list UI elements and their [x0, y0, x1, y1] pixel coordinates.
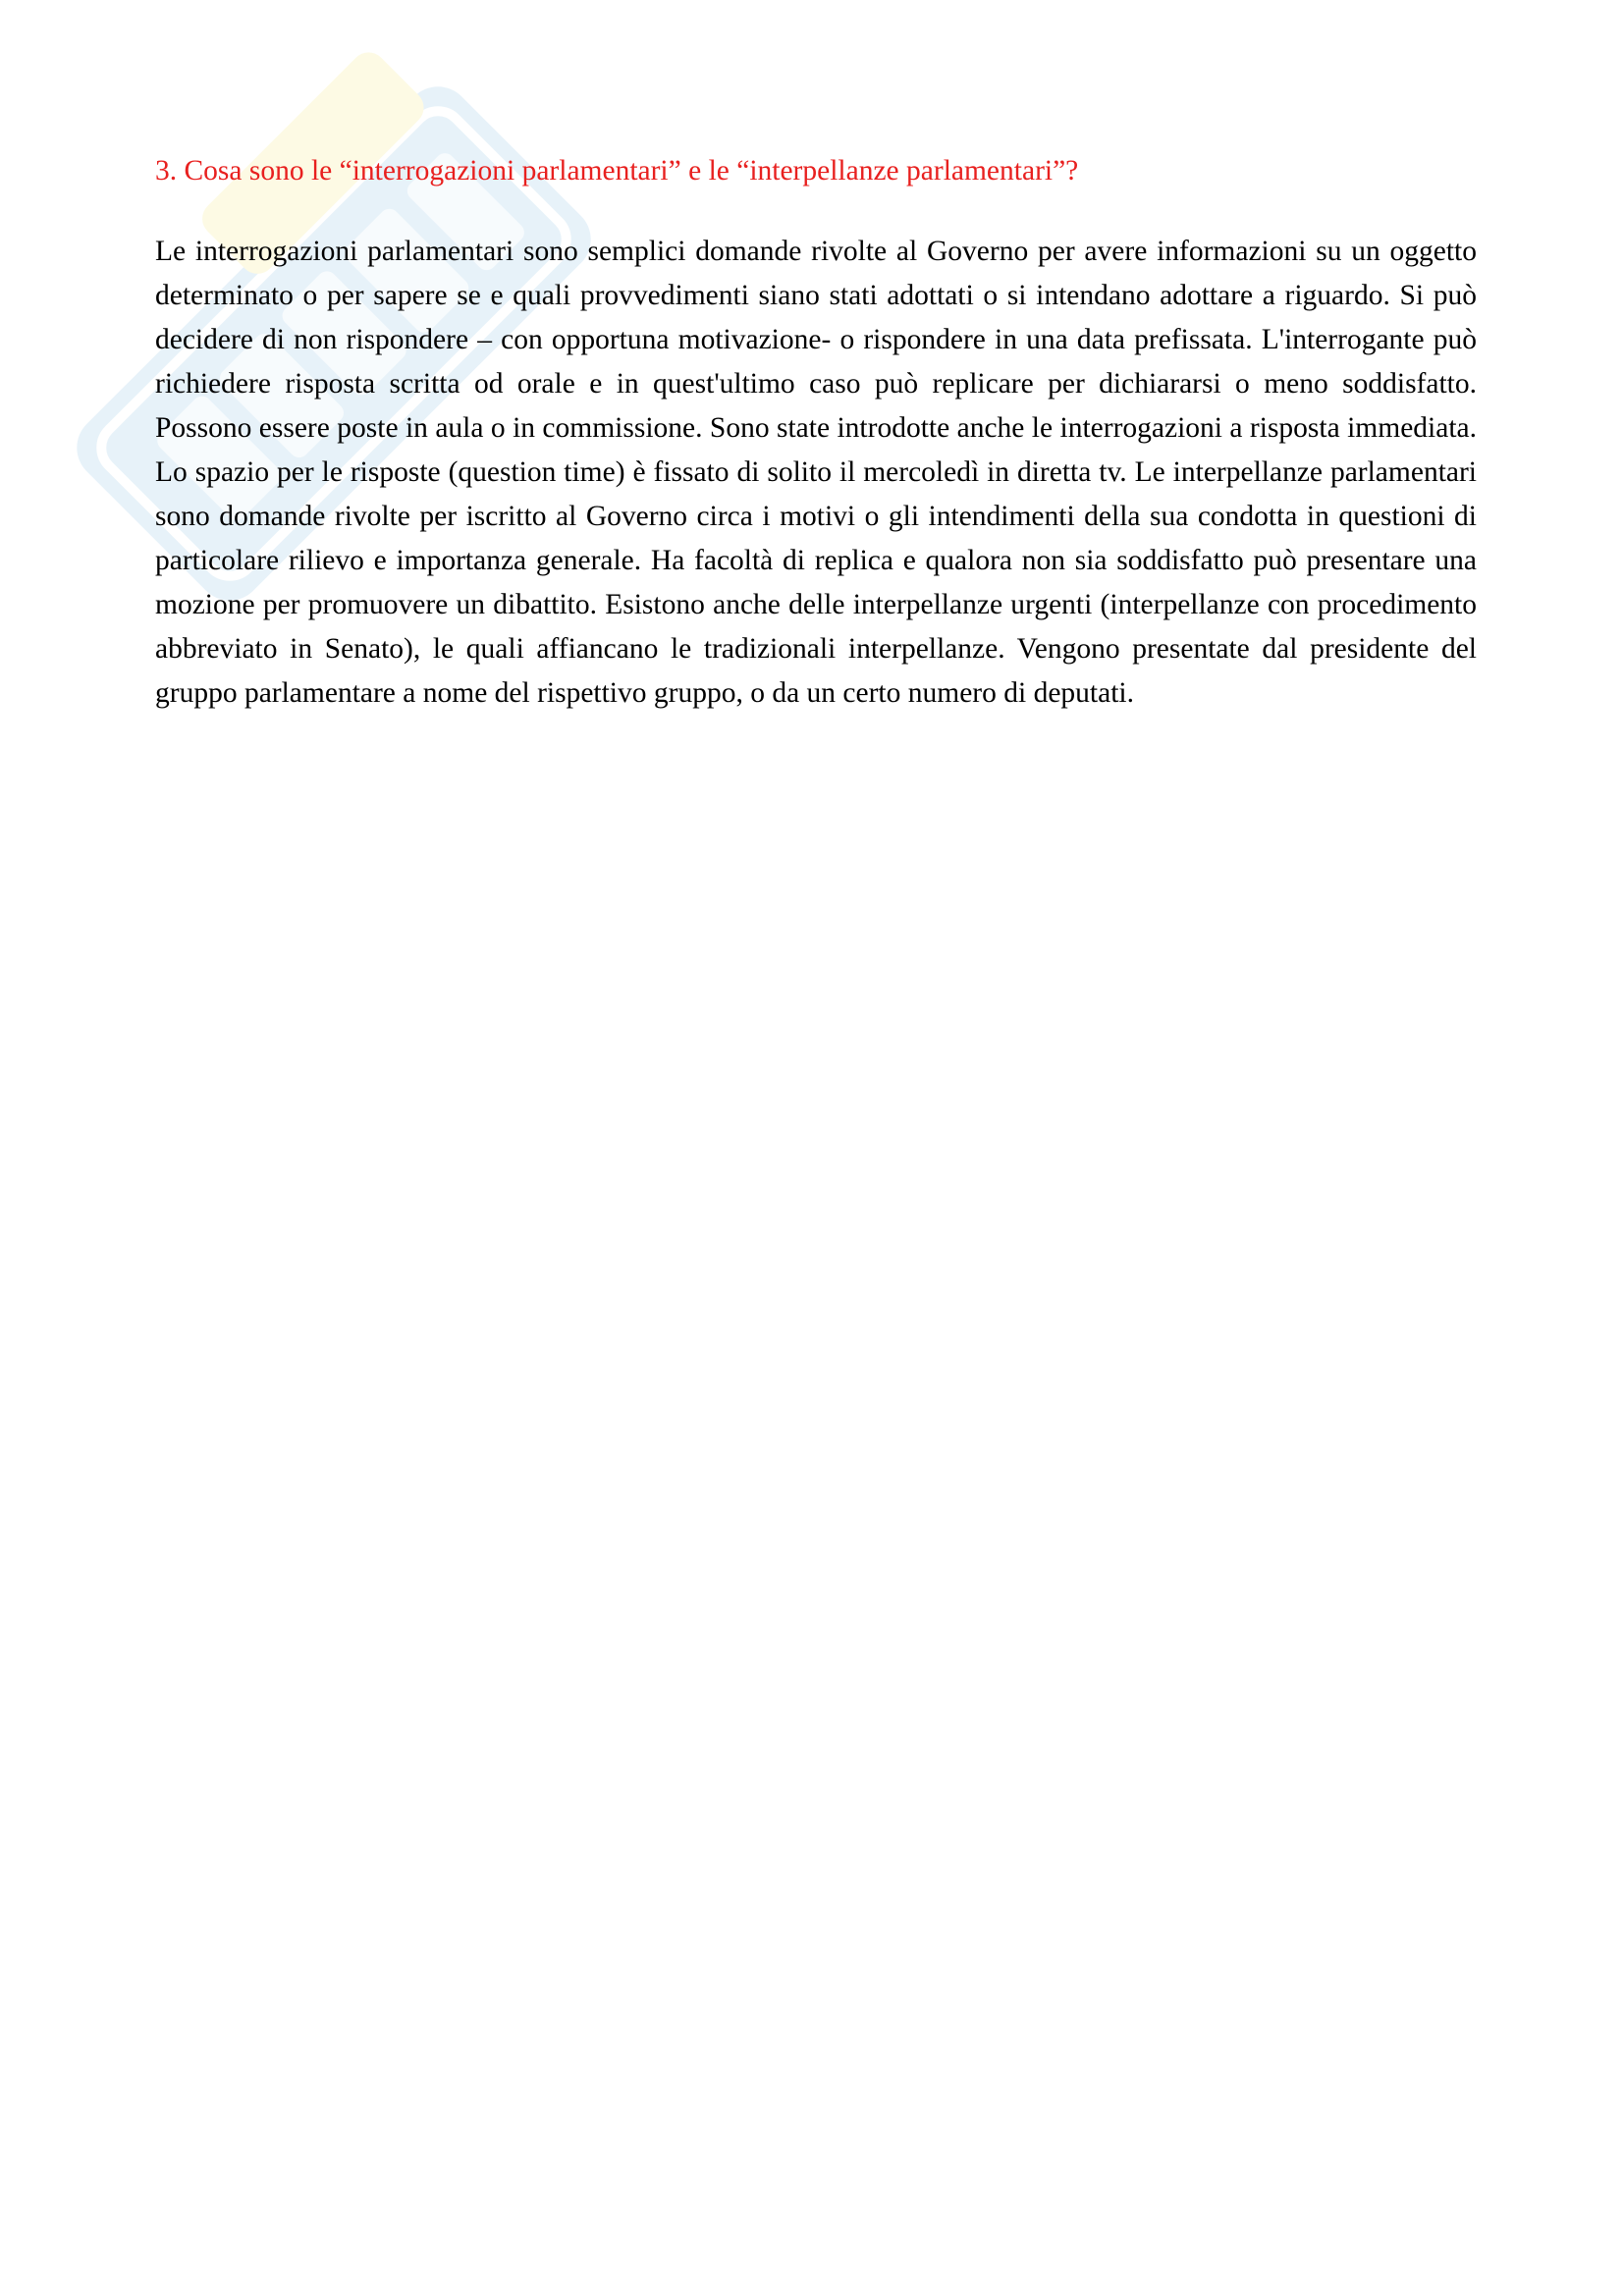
question-heading: 3. Cosa sono le “interrogazioni parlamentari” e le “interpellanze parlamentari”? [155, 155, 1079, 187]
document-body [155, 149, 1477, 716]
answer-paragraph: Le interrogazioni parlamentari sono semplici domande rivolte al Governo per avere informazioni su un oggetto determinato o per sapere se e quali provvedimenti siano stati adottati o si intendano adottare a riguardo. Si può decidere di non rispondere – con opportuna motivazione- o rispondere in una data prefissata. L'interrogante può richiedere risposta scritta od orale e in quest'ultimo caso può replicare per dichiararsi o meno soddisfatto. Possono essere poste in aula o in commissione. Sono state introdotte anche le interrogazioni a risposta immediata. Lo spazio per le risposte (question time) è fissato di solito il mercoledì in diretta tv. Le interpellanze parlamentari sono domande rivolte per iscritto al Governo circa i motivi o gli intendimenti della sua condotta in questioni di particolare rilievo e importanza generale. Ha facoltà di replica e qualora non sia soddisfatto può presentare una mozione per promuovere un dibattito. Esistono anche delle interpellanze urgenti (interpellanze con procedimento abbreviato in Senato), le quali affiancano le tradizionali interpellanze. Vengono presentate dal presidente del gruppo parlamentare a nome del rispettivo gruppo, o da un certo numero di deputati. [155, 236, 1477, 709]
